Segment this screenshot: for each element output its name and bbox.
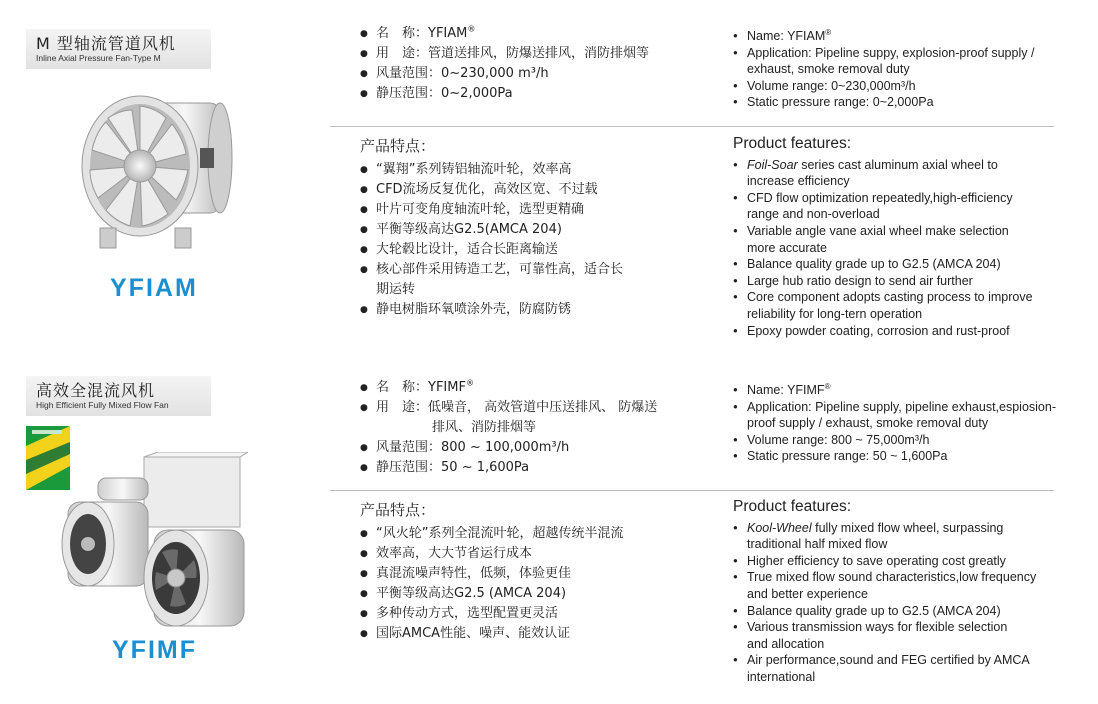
feature-text: Higher efficiency to save operating cost greatly [747,553,1006,568]
spec-label: 静压范围： [376,86,442,101]
spec-label: 用 途： [376,46,429,61]
specs-cn [360,378,657,478]
feature-text: fully mixed flow wheel, surpassing [811,520,1004,535]
feature-item [733,157,1033,190]
spec-text: Name: YFIMF [747,383,825,397]
spec-label: 名 称： [376,26,429,41]
spec-item [360,398,657,438]
model-name: YFIMF [112,636,197,664]
spec-item [733,382,1056,399]
feature-text: “翼翔”系列铸铝轴流叶轮，效率高 [376,162,572,177]
feature-item [360,180,623,200]
specs-en [733,382,1056,465]
feature-text-cont: 期运转 [376,282,416,297]
feature-text: series cast aluminum axial wheel to [797,157,998,172]
features-title: 产品特点： [360,501,436,519]
spec-item [733,94,1034,111]
feature-text-cont: reliability for long-tern operation [747,306,923,321]
spec-item [360,24,649,44]
feature-item [360,564,623,584]
spec-label: 用 途： [376,400,429,415]
model-name: YFIAM [110,274,198,302]
features-title: Product features: [733,498,852,515]
spec-item [733,432,1056,449]
features-en [733,136,1033,339]
features-title: Product features: [733,135,852,152]
product-title-en: Inline Axial Pressure Fan-Type M [36,53,161,63]
spec-value: 管道送排风，防爆送排风，消防排烟等 [428,46,650,61]
feature-item [733,603,1036,620]
feature-item [360,624,623,644]
feature-item [360,240,623,260]
registered-mark: ® [465,378,474,388]
spec-value: 低噪音， 高效管道中压送排风、 防爆送 [428,400,658,415]
feature-item [733,553,1036,570]
feature-item [360,300,623,320]
feature-item [360,544,623,564]
feature-text: 大轮毂比设计，适合长距离输送 [376,242,559,257]
feature-text: 叶片可变角度轴流叶轮，选型更精确 [376,202,585,217]
feature-text-cont: range and non-overload [747,207,880,222]
spec-text: Application: Pipeline supply, pipeline exhaust,espiosion- [747,399,1056,414]
spec-item [360,458,657,478]
spec-value-cont: 排风、消防排烟等 [432,420,537,435]
spec-item [360,44,649,64]
feature-item [733,273,1033,290]
spec-text: Application: Pipeline suppy, explosion-proof supply / [747,45,1035,60]
spec-label: 静压范围： [376,460,442,475]
feature-text: 效率高，大大节省运行成本 [376,546,533,561]
feature-item [733,569,1036,602]
features-title: 产品特点： [360,137,436,155]
product-title-en: High Efficient Fully Mixed Flow Fan [36,400,169,410]
spec-value: 800 ~ 100,000m³/h [441,440,570,455]
spec-item [733,399,1056,432]
feature-item [733,323,1033,340]
spec-value: YFIMF [428,380,466,395]
spec-item [733,78,1034,95]
feature-item [733,619,1036,652]
feature-item [733,223,1033,256]
features-en [733,499,1036,686]
feature-item [733,256,1033,273]
feature-text-cont: and better experience [747,586,868,601]
spec-item [360,64,649,84]
feature-text: 国际AMCA性能、噪声、能效认证 [376,626,571,641]
series-name: Kool-Wheel [747,520,812,535]
features-cn [360,136,623,320]
feature-text: 核心部件采用铸造工艺，可靠性高，适合长 [376,262,624,277]
feature-item [733,520,1036,553]
feature-text: Variable angle vane axial wheel make selection [747,223,1009,238]
section-divider [330,126,1054,127]
registered-mark: ® [825,27,832,37]
feature-item [733,652,1036,685]
spec-value: 50 ~ 1,600Pa [441,460,530,475]
feature-text: CFD流场反复优化，高效区宽、不过载 [376,182,598,197]
feature-item [360,524,623,544]
specs-en [733,28,1034,111]
spec-item [360,84,649,104]
feature-text: Balance quality grade up to G2.5 (AMCA 204) [747,257,1001,272]
product-title-cn: 高效全混流风机 [36,381,156,400]
feature-text: True mixed flow sound characteristics,low frequency [747,570,1037,585]
feature-text: Core component adopts casting process to improve [747,290,1033,305]
mixed-flow-fan-image [58,452,248,632]
feature-text-cont: traditional half mixed flow [747,537,888,552]
spec-label: 名 称： [376,380,429,395]
spec-item [733,28,1034,45]
spec-text: Static pressure range: 0~2,000Pa [747,95,934,110]
feature-text-cont: and allocation [747,636,825,651]
feature-text: CFD flow optimization repeatedly,high-efficiency [747,190,1013,205]
spec-text: Name: YFIAM [747,29,826,43]
feature-item [360,604,623,624]
feature-item [733,190,1033,223]
spec-label: 风量范围： [376,440,442,455]
spec-value: 0~2,000Pa [441,86,513,101]
feature-text: “风火轮”系列全混流叶轮，超越传统半混流 [376,526,624,541]
feature-item [360,160,623,180]
features-cn [360,500,623,644]
feature-item [360,260,623,300]
spec-text: Volume range: 800 ~ 75,000m³/h [747,432,930,447]
spec-text-cont: exhaust, smoke removal duty [747,62,910,77]
feature-item [360,584,623,604]
feature-item [360,200,623,220]
feature-text: Balance quality grade up to G2.5 (AMCA 204) [747,603,1001,618]
axial-fan-image [80,88,240,258]
feature-text: 静电树脂环氧喷涂外壳，防腐防锈 [376,302,572,317]
spec-text-cont: proof supply / exhaust, smoke removal duty [747,416,989,431]
registered-mark: ® [467,24,476,34]
spec-label: 风量范围： [376,66,442,81]
product-title-box [26,376,211,416]
feature-text: Epoxy powder coating, corrosion and rust-proof [747,323,1010,338]
feature-text-cont: international [747,669,816,684]
feature-item [733,289,1033,322]
product-title-box [26,29,211,69]
feature-text: 平衡等级高达G2.5 (AMCA 204) [376,586,567,601]
series-name: Foil-Soar [747,157,798,172]
spec-text: Static pressure range: 50 ~ 1,600Pa [747,449,948,464]
feature-text: Air performance,sound and FEG certified by AMCA [747,653,1030,668]
feature-text-cont: increase efficiency [747,174,850,189]
spec-text: Volume range: 0~230,000m³/h [747,78,916,93]
feature-text: 真混流噪声特性，低频，体验更佳 [376,566,572,581]
section-divider [330,490,1054,491]
feature-text: 多种传动方式，选型配置更灵活 [376,606,559,621]
feature-text: Various transmission ways for flexible selection [747,620,1008,635]
spec-item [733,448,1056,465]
spec-item [733,45,1034,78]
feature-text-cont: more accurate [747,240,827,255]
registered-mark: ® [824,381,831,391]
feature-text: 平衡等级高达G2.5(AMCA 204) [376,222,562,237]
feature-item [360,220,623,240]
product-title-cn: M 型轴流管道风机 [36,34,176,53]
spec-value: YFIAM [428,26,468,41]
feature-text: Large hub ratio design to send air further [747,273,973,288]
specs-cn [360,24,649,104]
spec-item [360,378,657,398]
spec-value: 0~230,000 m³/h [441,66,549,81]
spec-item [360,438,657,458]
